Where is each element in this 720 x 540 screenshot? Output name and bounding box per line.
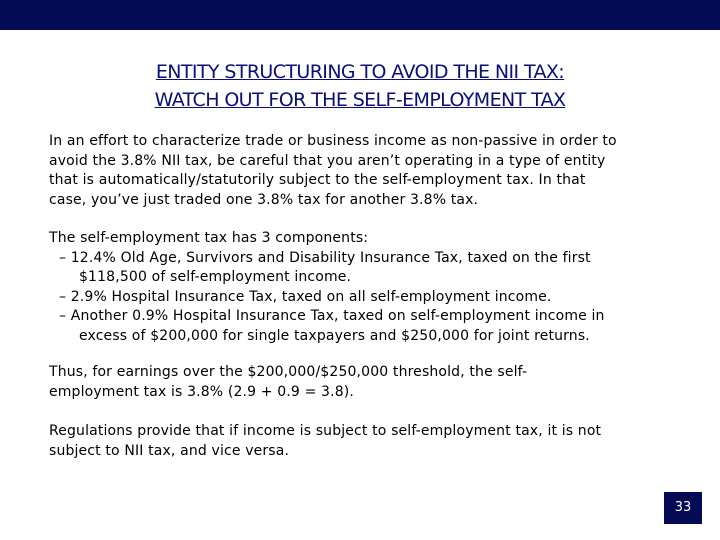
text-line: In an effort to characterize trade or business income as non-passive in order to	[49, 133, 617, 149]
paragraph-intro	[49, 132, 689, 210]
list-item-continuation: $118,500 of self-employment income.	[79, 269, 352, 285]
text-line: that is automatically/statutorily subject to the self-employment tax. In that	[49, 172, 586, 188]
paragraph-components	[49, 229, 689, 346]
list-item-continuation: excess of $200,000 for single taxpayers and $250,000 for joint returns.	[79, 327, 590, 344]
title-line-1: ENTITY STRUCTURING TO AVOID THE NII TAX:	[155, 61, 565, 83]
text-line: Regulations provide that if income is subject to self-employment tax, it is not	[49, 423, 602, 439]
header-band	[0, 0, 720, 30]
list-item: – 2.9% Hospital Insurance Tax, taxed on all self-employment income.	[59, 288, 552, 305]
list-item: – Another 0.9% Hospital Insurance Tax, taxed on self-employment income in	[59, 308, 605, 324]
page-number-badge: 33	[664, 492, 702, 524]
paragraph-threshold	[49, 363, 689, 402]
paragraph-regulations	[49, 422, 689, 461]
text-line: avoid the 3.8% NII tax, be careful that you aren’t operating in a type of entity	[49, 152, 606, 169]
text-line: subject to NII tax, and vice versa.	[49, 442, 290, 459]
slide-title	[60, 58, 660, 114]
text-line: The self-employment tax has 3 components:	[49, 230, 369, 246]
text-line: Thus, for earnings over the $200,000/$250,000 threshold, the self-	[49, 364, 528, 380]
title-line-2: WATCH OUT FOR THE SELF-EMPLOYMENT TAX	[154, 89, 566, 111]
text-line: case, you’ve just traded one 3.8% tax for another 3.8% tax.	[49, 191, 479, 208]
list-item: – 12.4% Old Age, Survivors and Disability Insurance Tax, taxed on the first	[59, 249, 591, 266]
text-line: employment tax is 3.8% (2.9 + 0.9 = 3.8).	[49, 383, 354, 400]
